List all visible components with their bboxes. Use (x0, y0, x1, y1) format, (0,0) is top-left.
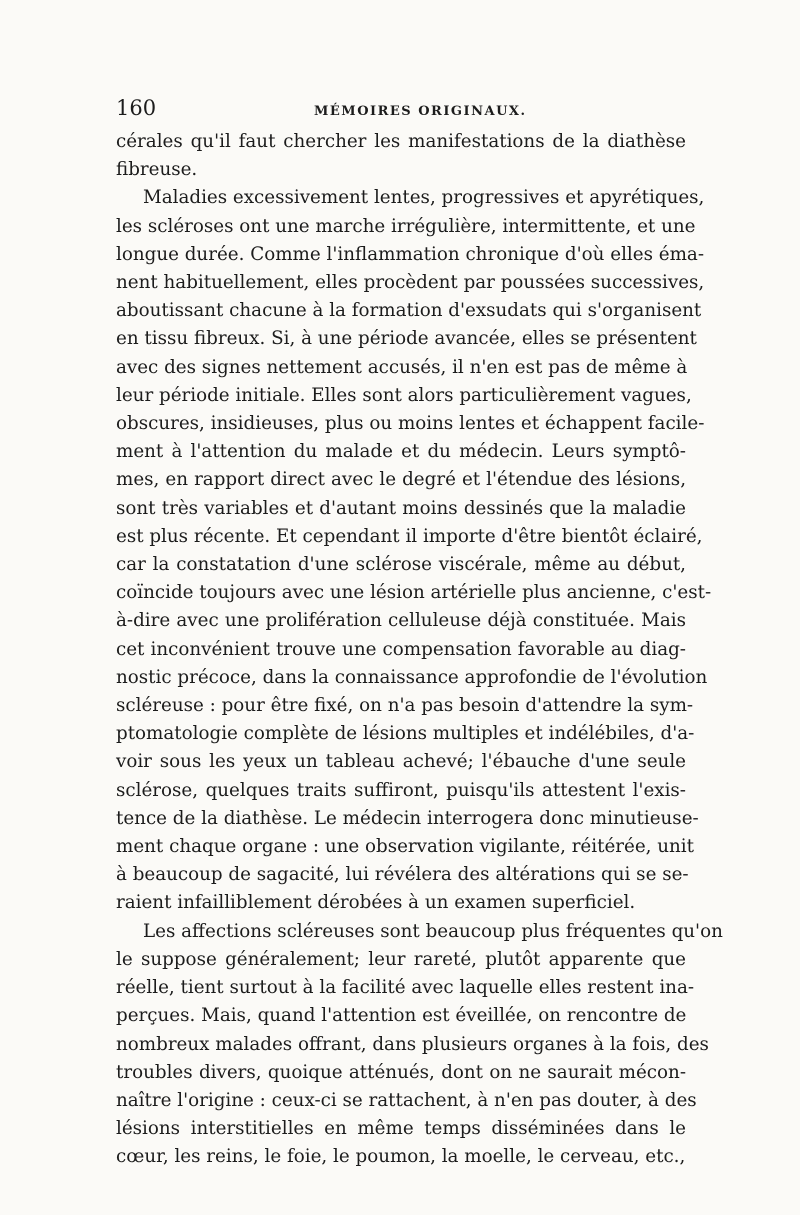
text-line: en tissu fibreux. Si, à une période avancée, elles se présentent (116, 328, 697, 350)
text-line: leur période initiale. Elles sont alors particulièrement vagues, (116, 384, 692, 406)
paragraph (116, 184, 712, 917)
page-header (116, 96, 686, 126)
text-line: coïncide toujours avec une lésion artérielle plus ancienne, c'est- (116, 582, 712, 604)
text-line: est plus récente. Et cependant il importe d'être bientôt éclairé, (116, 525, 703, 547)
text-line: ment chaque organe : une observation vigilante, réitérée, unit (116, 836, 695, 858)
text-line: raient infailliblement dérobées à un examen superficiel. (116, 892, 636, 914)
text-line: sont très variables et d'autant moins dessinés que la maladie (116, 497, 686, 519)
text-line: le suppose généralement; leur rareté, plutôt apparente que (116, 948, 686, 970)
page (116, 96, 723, 1172)
text-line: car la constatation d'une sclérose viscérale, même au début, (116, 554, 686, 576)
text-line: lésions interstitielles en même temps disséminées dans le (116, 1118, 686, 1140)
text-line: Les affections scléreuses sont beaucoup plus fréquentes qu'on (143, 920, 723, 942)
text-line: tence de la diathèse. Le médecin interrogera donc minutieuse- (116, 807, 699, 829)
text-line: réelle, tient surtout à la facilité avec laquelle elles restent ina- (116, 977, 695, 999)
paragraph (116, 128, 686, 184)
text-line: nent habituellement, elles procèdent par poussées successives, (116, 272, 705, 294)
text-line: perçues. Mais, quand l'attention est éveillée, on rencontre de (116, 1005, 687, 1027)
text-line: aboutissant chacune à la formation d'exsudats qui s'organisent (116, 300, 702, 322)
text-line: avec des signes nettement accusés, il n'en est pas de même à (116, 356, 688, 378)
running-title: MÉMOIRES ORIGINAUX. (314, 104, 527, 119)
text-line: ment à l'attention du malade et du médecin. Leurs symptô- (116, 441, 686, 463)
text-line: troubles divers, quoique atténués, dont on ne saurait mécon- (116, 1061, 686, 1083)
text-line: cœur, les reins, le foie, le poumon, la moelle, le cerveau, etc., (116, 1146, 686, 1168)
text-line: à beaucoup de sagacité, lui révélera des altérations qui se se- (116, 864, 689, 886)
text-line: scléreuse : pour être fixé, on n'a pas besoin d'attendre la sym- (116, 695, 694, 717)
text-line: fibreuse. (116, 159, 198, 181)
paragraph (116, 918, 723, 1172)
text-line: nostic précoce, dans la connaissance approfondie de l'évolution (116, 666, 708, 688)
text-line: à-dire avec une prolifération celluleuse déjà constituée. Mais (116, 610, 686, 632)
text-line: cérales qu'il faut chercher les manifestations de la diathèse (116, 131, 686, 152)
text-line: obscures, insidieuses, plus ou moins lentes et échappent facile- (116, 413, 705, 435)
text-line: cet inconvénient trouve une compensation favorable au diag- (116, 638, 686, 660)
page-number: 160 (116, 96, 157, 120)
text-line: Maladies excessivement lentes, progressives et apyrétiques, (143, 187, 705, 209)
text-line: longue durée. Comme l'inflammation chronique d'où elles éma- (116, 243, 704, 265)
text-line: mes, en rapport direct avec le degré et l'étendue des lésions, (116, 469, 686, 491)
text-line: nombreux malades offrant, dans plusieurs organes à la fois, des (116, 1033, 709, 1055)
text-line: sclérose, quelques traits suffiront, puisqu'ils attestent l'exis- (116, 779, 686, 801)
body-text (116, 128, 723, 1172)
text-line: les scléroses ont une marche irrégulière, intermittente, et une (116, 215, 696, 237)
text-line: voir sous les yeux un tableau achevé; l'ébauche d'une seule (116, 751, 686, 773)
text-line: naître l'origine : ceux-ci se rattachent, à n'en pas douter, à des (116, 1089, 697, 1111)
text-line: ptomatologie complète de lésions multiples et indélébiles, d'a- (116, 723, 695, 745)
